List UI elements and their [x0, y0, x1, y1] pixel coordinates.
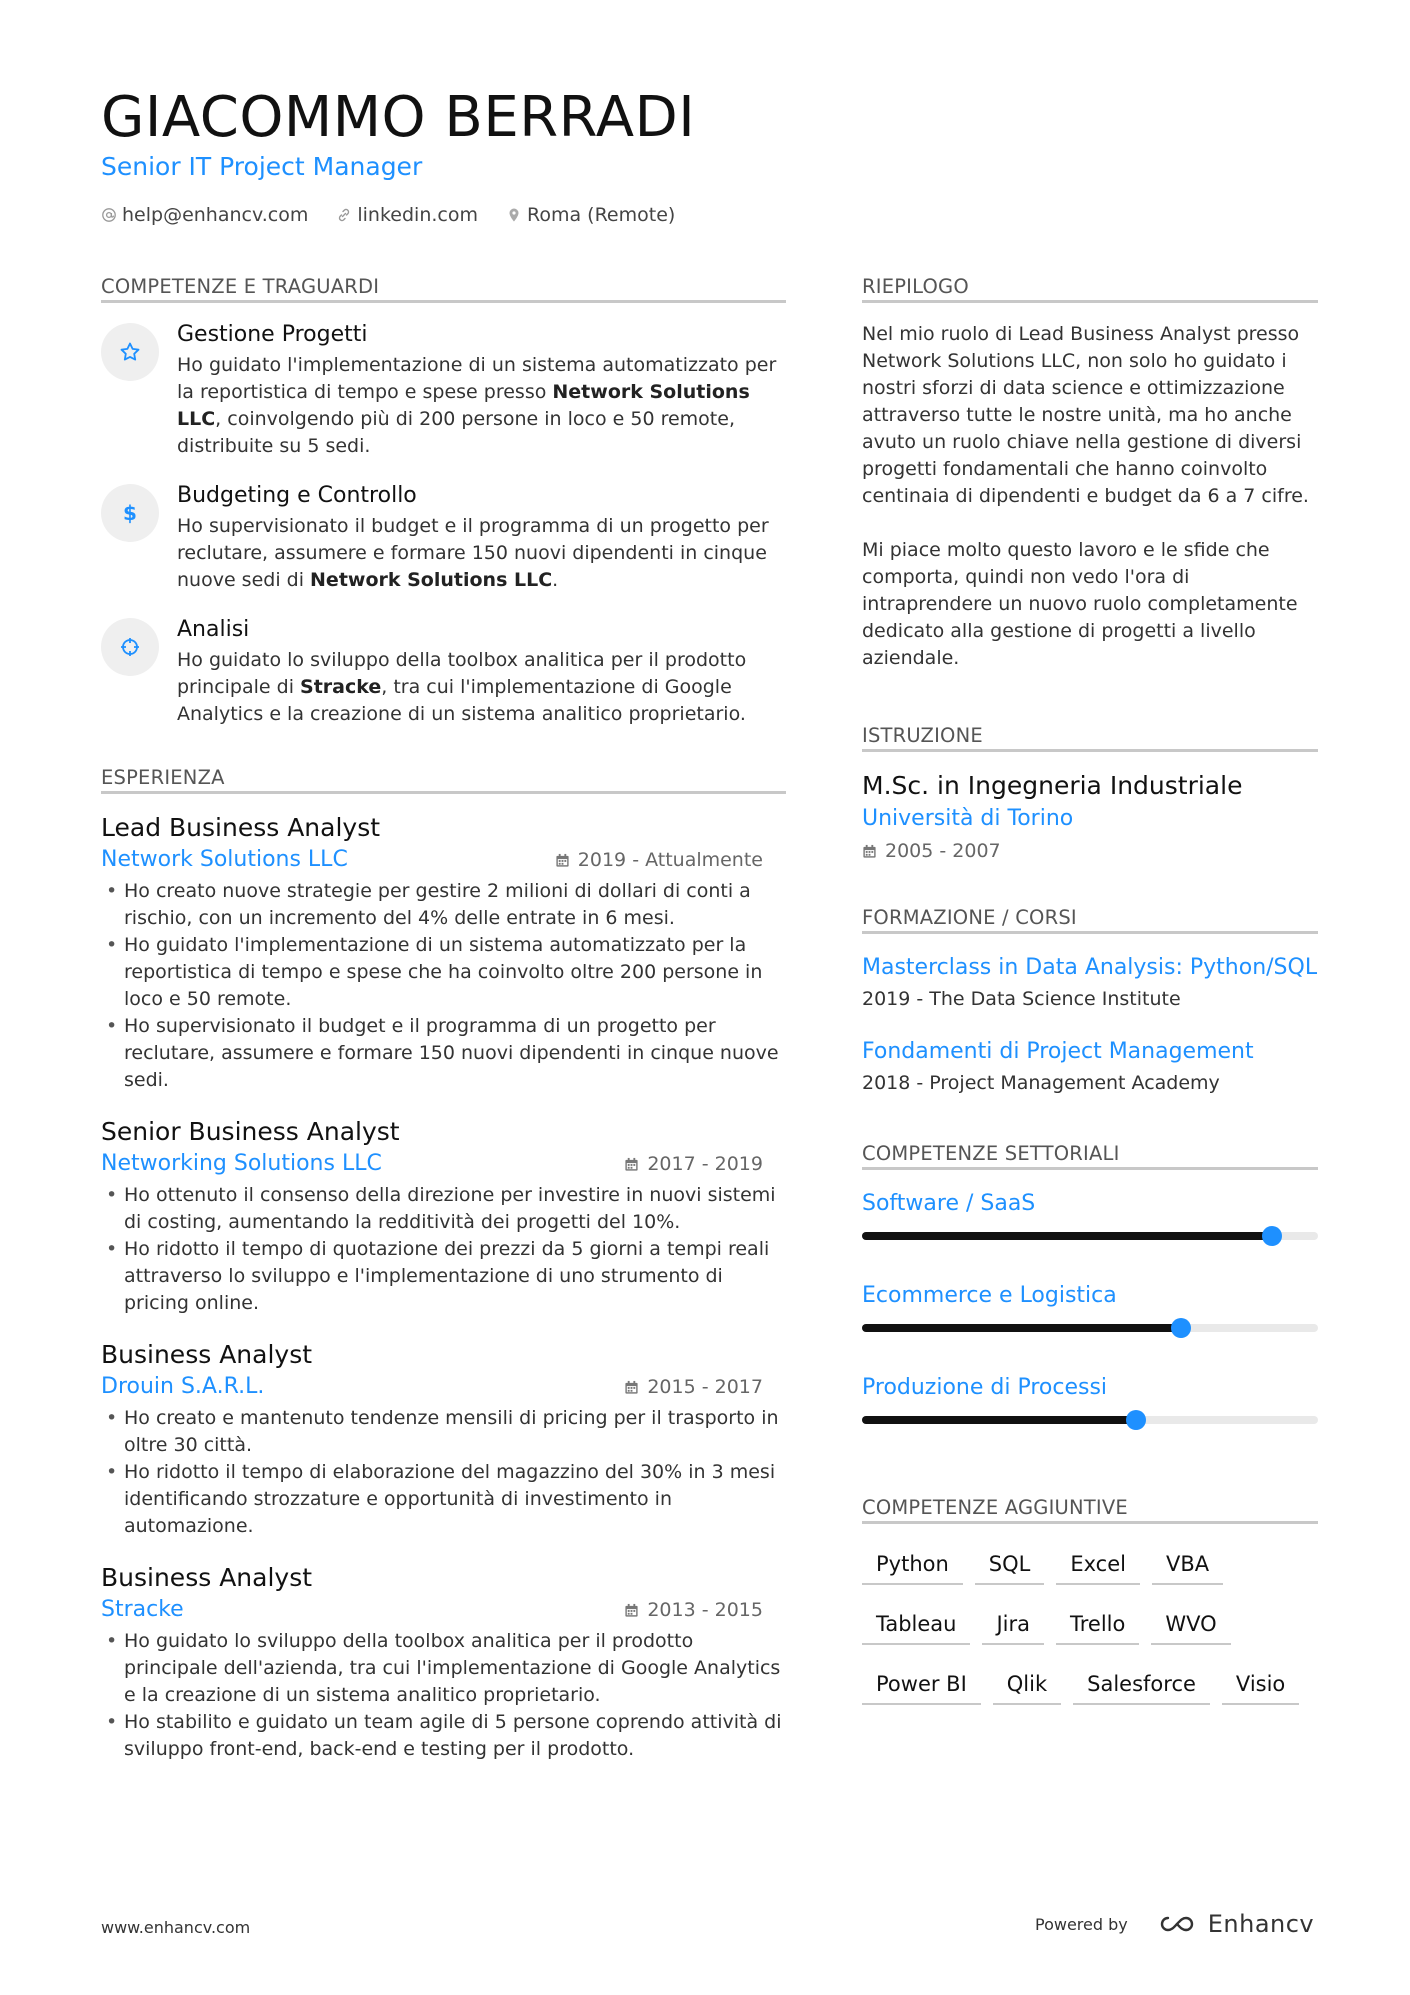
summary-paragraph: Nel mio ruolo di Lead Business Analyst presso Network Solutions LLC, non solo ho guidato i nostri sforzi di data science e ottimizzazione attraverso tutte le nostre unità, ma ho anche avuto un ruolo chiave nella gestione di diversi progetti fondamentali che hanno coinvolto centinaia di dipendenti e budget da 6 a 7 cifre.: [862, 323, 1309, 507]
achievement-title: Analisi: [177, 617, 250, 642]
job-bullet: • Ho supervisionato il budget e il programma di un progetto per reclutare, assumere e formare 150 nuovi dipendenti in cinque nuove sedi.: [101, 1013, 786, 1094]
skill-level-knob: [1126, 1410, 1146, 1430]
skill-level-knob: [1171, 1318, 1191, 1338]
education-dates: 2005 - 2007: [862, 836, 1318, 866]
skill-tag: WVO: [1151, 1602, 1230, 1645]
location-pin-icon: [506, 207, 522, 223]
course-meta: 2018 - Project Management Academy: [862, 1072, 1220, 1094]
calendar-icon: [624, 1157, 639, 1172]
achievement-icon-wrap: [101, 484, 159, 542]
contact-email-text: help@enhancv.com: [122, 204, 309, 226]
skill-tag: Visio: [1222, 1662, 1299, 1705]
job-bullets: [101, 1628, 786, 1763]
footer-branding: [1035, 1910, 1314, 1938]
skill-level-track: [862, 1232, 1318, 1240]
achievement-title: Gestione Progetti: [177, 322, 368, 347]
skill-tag: Tableau: [862, 1602, 970, 1645]
skill-tag: Power BI: [862, 1662, 981, 1705]
industry-skills-heading: COMPETENZE SETTORIALI: [862, 1142, 1318, 1170]
summary-heading: RIEPILOGO: [862, 275, 1318, 303]
job-company[interactable]: Networking Solutions LLC: [101, 1151, 382, 1176]
achievement-item: [101, 321, 786, 460]
achievement-item: [101, 482, 786, 594]
star-icon: [118, 340, 142, 364]
job-entry: [101, 1339, 786, 1540]
skill-tag: Trello: [1056, 1602, 1139, 1645]
job-bullets: [101, 1405, 786, 1540]
enhancv-logo-icon: [1154, 1912, 1200, 1936]
job-dates: 2019 - Attualmente: [555, 849, 763, 871]
skill-level-track: [862, 1324, 1318, 1332]
experience-heading: ESPERIENZA: [101, 766, 786, 794]
skill-tag: Jira: [982, 1602, 1044, 1645]
achievement-icon-wrap: [101, 618, 159, 676]
calendar-icon: [624, 1380, 639, 1395]
achievements-heading: COMPETENZE E TRAGUARDI: [101, 275, 786, 303]
contact-list: [101, 204, 675, 226]
course-title[interactable]: Fondamenti di Project Management: [862, 1039, 1254, 1064]
job-bullet: • Ho ottenuto il consenso della direzione per investire in nuovi sistemi di costing, aumentando la redditività dei progetti del 10%.: [101, 1182, 786, 1236]
skill-tag: Qlik: [993, 1662, 1061, 1705]
course-item: [862, 1036, 1318, 1098]
course-meta: 2019 - The Data Science Institute: [862, 988, 1181, 1010]
brand-logo[interactable]: [1154, 1910, 1314, 1938]
job-entry: [101, 1116, 786, 1317]
job-bullets: [101, 1182, 786, 1317]
job-company[interactable]: Drouin S.A.R.L.: [101, 1374, 265, 1399]
skill-tag: Salesforce: [1073, 1662, 1210, 1705]
skill-name: Software / SaaS: [862, 1191, 1036, 1216]
skill-item: [862, 1188, 1318, 1240]
achievement-title: Budgeting e Controllo: [177, 483, 417, 508]
left-column: [101, 275, 786, 1785]
skill-level-track: [862, 1416, 1318, 1424]
right-column: [862, 275, 1318, 1705]
calendar-icon: [862, 844, 877, 859]
education-heading: ISTRUZIONE: [862, 724, 1318, 752]
skill-tag: Python: [862, 1542, 963, 1585]
job-bullet: • Ho ridotto il tempo di quotazione dei prezzi da 5 giorni a tempi reali attraverso lo sviluppo e l'implementazione di uno strumento di pricing online.: [101, 1236, 786, 1317]
job-entry: [101, 1562, 786, 1763]
dollar-icon: [118, 501, 142, 525]
contact-location-text: Roma (Remote): [527, 204, 676, 226]
achievement-item: [101, 616, 786, 728]
job-dates: 2015 - 2017: [624, 1376, 763, 1398]
job-role: Business Analyst: [101, 1563, 313, 1592]
job-bullet: • Ho stabilito e guidato un team agile di 5 persone coprendo attività di sviluppo front-end, back-end e testing per il prodotto.: [101, 1709, 786, 1763]
education-degree: M.Sc. in Ingegneria Industriale: [862, 771, 1243, 800]
summary-paragraph: Mi piace molto questo lavoro e le sfide che comporta, quindi non vedo l'ora di intraprendere un nuovo ruolo completamente dedicato alla gestione di progetti a livello aziendale.: [862, 539, 1298, 669]
courses-heading: FORMAZIONE / CORSI: [862, 906, 1318, 934]
skill-level-fill: [862, 1232, 1272, 1240]
job-role: Lead Business Analyst: [101, 813, 381, 842]
education-school[interactable]: Università di Torino: [862, 806, 1074, 831]
skill-name: Produzione di Processi: [862, 1375, 1108, 1400]
skill-level-fill: [862, 1416, 1136, 1424]
skill-name: Ecommerce e Logistica: [862, 1283, 1117, 1308]
footer-website[interactable]: www.enhancv.com: [101, 1918, 251, 1937]
svg-text:$: $: [123, 501, 137, 525]
achievement-icon-wrap: [101, 323, 159, 381]
skill-tag: VBA: [1152, 1542, 1223, 1585]
crosshair-icon: [118, 635, 142, 659]
achievement-description: Ho guidato lo sviluppo della toolbox analitica per il prodotto principale di Stracke, tra cui l'implementazione di Google Analytics e la creazione di un sistema analitico proprietario.: [177, 649, 747, 725]
achievement-description: Ho supervisionato il budget e il programma di un progetto per reclutare, assumere e formare 150 nuovi dipendenti in cinque nuove sedi di Network Solutions LLC.: [177, 515, 769, 591]
additional-skills-heading: COMPETENZE AGGIUNTIVE: [862, 1496, 1318, 1524]
contact-location: [506, 204, 675, 226]
skill-item: [862, 1372, 1318, 1424]
job-title: Senior IT Project Manager: [101, 152, 423, 181]
calendar-icon: [555, 853, 570, 868]
job-bullet: • Ho creato nuove strategie per gestire 2 milioni di dollari di conti a rischio, con un incremento del 4% delle entrate in 6 mesi.: [101, 878, 786, 932]
at-icon: [101, 207, 117, 223]
powered-by-label: Powered by: [1035, 1914, 1128, 1934]
job-entry: [101, 812, 786, 1094]
brand-name: Enhancv: [1207, 1910, 1315, 1938]
contact-linkedin[interactable]: [336, 204, 478, 226]
job-dates: 2017 - 2019: [624, 1153, 763, 1175]
job-bullet: • Ho guidato lo sviluppo della toolbox analitica per il prodotto principale dell'azienda, tra cui l'implementazione di Google Analytics e la creazione di un sistema analitico proprietario.: [101, 1628, 786, 1709]
job-bullet: • Ho creato e mantenuto tendenze mensili di pricing per il trasporto in oltre 30 città.: [101, 1405, 786, 1459]
job-bullet: • Ho ridotto il tempo di elaborazione del magazzino del 30% in 3 mesi identificando strozzature e opportunità di investimento in automazione.: [101, 1459, 786, 1540]
skill-tag: Excel: [1056, 1542, 1140, 1585]
achievement-description: Ho guidato l'implementazione di un sistema automatizzato per la reportistica di tempo e spese presso Network Solutions LLC, coinvolgendo più di 200 persone in loco e 50 remote, distribuite su 5 sedi.: [177, 354, 777, 457]
skill-item: [862, 1280, 1318, 1332]
job-bullet: • Ho guidato l'implementazione di un sistema automatizzato per la reportistica di tempo e spese che ha coinvolto oltre 200 persone in loco e 50 remote.: [101, 932, 786, 1013]
course-item: [862, 952, 1318, 1014]
link-icon: [336, 207, 352, 223]
contact-email[interactable]: [101, 204, 308, 226]
calendar-icon: [624, 1603, 639, 1618]
job-dates: 2013 - 2015: [624, 1599, 763, 1621]
job-company[interactable]: Stracke: [101, 1597, 184, 1622]
contact-linkedin-text: linkedin.com: [357, 204, 478, 226]
job-bullets: [101, 878, 786, 1094]
job-role: Business Analyst: [101, 1340, 313, 1369]
skill-level-knob: [1262, 1226, 1282, 1246]
job-role: Senior Business Analyst: [101, 1117, 400, 1146]
skill-level-fill: [862, 1324, 1181, 1332]
job-company[interactable]: Network Solutions LLC: [101, 847, 348, 872]
skill-tags: [862, 1542, 1318, 1705]
course-title[interactable]: Masterclass in Data Analysis: Python/SQL: [862, 955, 1318, 980]
candidate-name: GIACOMMO BERRADI: [101, 85, 696, 150]
skill-tag: SQL: [975, 1542, 1045, 1585]
